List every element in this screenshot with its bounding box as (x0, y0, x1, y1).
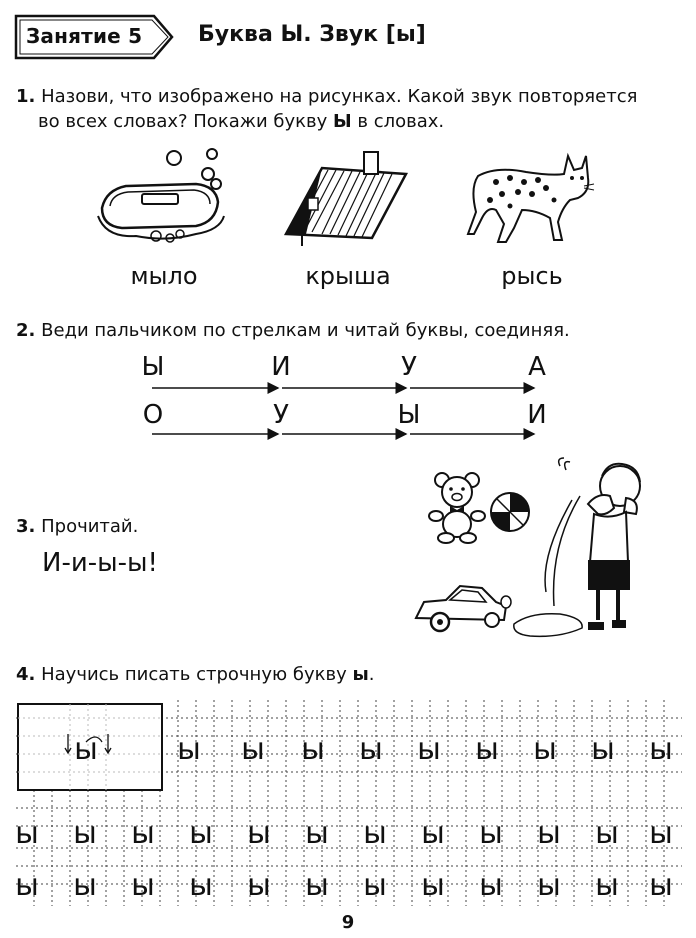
task1-instructions (16, 84, 686, 134)
row2-letter: ы (247, 816, 271, 851)
row3-letter: ы (537, 868, 561, 903)
toy-car-picture (410, 580, 520, 638)
task4-text-pre: Научись писать строчную букву (41, 664, 353, 685)
page-number: 9 (341, 912, 355, 933)
row1-letter: ы (359, 732, 383, 767)
row2-letter: ы (131, 816, 155, 851)
row1-letter: ы (177, 732, 201, 767)
row2-letter: ы (479, 816, 503, 851)
row3-letter: ы (15, 868, 39, 903)
task1-text-line2-post: в словах. (351, 111, 445, 132)
crying-boy-picture (510, 456, 650, 638)
row2-letter: ы (595, 816, 619, 851)
row2-letter: ы (649, 816, 673, 851)
row2-letter: ы (189, 816, 213, 851)
row1-letter-3: У (401, 352, 417, 382)
row2-letter-2: У (273, 400, 289, 430)
row3-letter: ы (73, 868, 97, 903)
task4-instructions (16, 662, 374, 687)
writing-grid (16, 700, 682, 906)
row2-letter: ы (73, 816, 97, 851)
row2-letter: ы (537, 816, 561, 851)
task4-text-post: . (368, 664, 375, 685)
row3-letter: ы (595, 868, 619, 903)
row3-letter: ы (649, 868, 673, 903)
row1-letter-2: И (271, 352, 291, 382)
reading-arrows (150, 380, 550, 440)
row1-letter: ы (301, 732, 325, 767)
task2-instructions (16, 318, 570, 343)
row2-letter: ы (15, 816, 39, 851)
row3-letter: ы (131, 868, 155, 903)
exclamation-text: И-и-ы-ы! (42, 548, 158, 578)
task3-instructions (16, 514, 138, 539)
task1-text-line2-bold: Ы (332, 111, 352, 132)
row2-letter-3: Ы (397, 400, 421, 430)
teddy-bear-picture (428, 470, 486, 544)
task2-number: 2. (16, 320, 36, 341)
row3-letter: ы (363, 868, 387, 903)
row2-letter-4: И (527, 400, 547, 430)
task2-text: Веди пальчиком по стрелкам и читай буквы, соединяя. (41, 320, 570, 341)
task3-text: Прочитай. (41, 516, 139, 537)
row3-letter: ы (247, 868, 271, 903)
row3-letter: ы (305, 868, 329, 903)
row1-letter: ы (475, 732, 499, 767)
row1-letter-1: Ы (141, 352, 165, 382)
row2-letter: ы (363, 816, 387, 851)
task1-number: 1. (16, 86, 36, 107)
word-soap: мыло (130, 262, 198, 290)
task1-text-line2-pre: во всех словах? Покажи букву (38, 111, 333, 132)
row3-letter: ы (189, 868, 213, 903)
row1-letter: ы (649, 732, 673, 767)
word-roof: крыша (305, 262, 391, 290)
roof-picture (282, 150, 412, 250)
row2-letter: ы (421, 816, 445, 851)
row3-letter: ы (421, 868, 445, 903)
task4-number: 4. (16, 664, 36, 685)
row2-letter-1: О (142, 400, 164, 430)
page-title: Буква Ы. Звук [ы] (198, 22, 426, 47)
sample-letter: ы (74, 732, 98, 767)
row1-letter: ы (241, 732, 265, 767)
row1-letter-4: А (528, 352, 546, 382)
row3-letter: ы (479, 868, 503, 903)
lynx-picture (466, 148, 596, 248)
task1-text-line1: Назови, что изображено на рисунках. Какой звук повторяется (41, 86, 638, 107)
word-lynx: рысь (501, 262, 563, 290)
task3-number: 3. (16, 516, 36, 537)
row2-letter: ы (305, 816, 329, 851)
row1-letter: ы (591, 732, 615, 767)
lesson-label: Занятие 5 (26, 24, 143, 48)
row1-letter: ы (533, 732, 557, 767)
row1-letter: ы (417, 732, 441, 767)
soap-picture (96, 146, 226, 246)
task4-text-bold: ы (352, 664, 369, 685)
